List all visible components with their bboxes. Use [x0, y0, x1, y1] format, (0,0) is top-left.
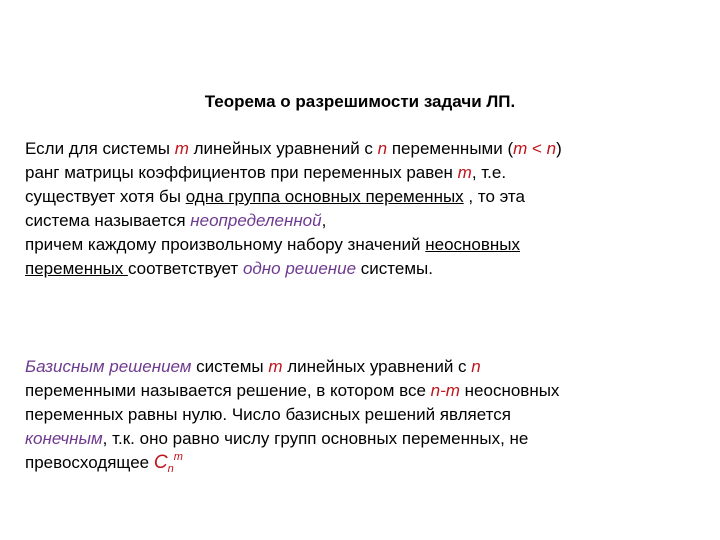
variable-m: m	[457, 163, 472, 182]
combination-symbol: C	[153, 452, 168, 473]
theorem-paragraph	[25, 137, 695, 281]
text-run: переменных равны нулю. Число базисных решений является	[25, 405, 511, 424]
definition-paragraph	[25, 355, 695, 477]
text-run: Если для системы	[25, 139, 175, 158]
text-run: ранг матрицы коэффициентов при переменных равен	[25, 163, 458, 182]
paragraph-line	[25, 233, 695, 257]
paragraph-line	[25, 185, 695, 209]
paragraph-line	[25, 257, 695, 281]
combination-formula	[153, 451, 183, 475]
text-run: переменными называется решение, в котором все	[25, 381, 431, 400]
paragraph-line	[25, 451, 695, 477]
text-run: , т.к. оно равно числу групп основных переменных, не	[102, 429, 529, 448]
underlined-term: одна группа основных переменных	[185, 187, 464, 206]
text-run: , т.е.	[471, 163, 507, 182]
text-run: система называется	[25, 211, 191, 230]
text-run: соответствует	[127, 259, 243, 278]
text-run: , то эта	[463, 187, 525, 206]
variable-n-minus-m: n-m	[430, 381, 460, 400]
text-run: системы	[191, 357, 269, 376]
underlined-term: переменных	[25, 259, 128, 278]
formula-subscript: n	[167, 463, 174, 475]
emphasized-term: неопределенной	[190, 211, 322, 230]
paragraph-line	[25, 137, 695, 161]
variable-m: m	[268, 357, 283, 376]
paragraph-line	[25, 427, 695, 451]
underlined-term: неосновных	[425, 235, 521, 254]
variable-n: n	[546, 139, 557, 158]
variable-n: n	[377, 139, 388, 158]
emphasized-term: конечным	[25, 429, 103, 448]
variable-m: m	[513, 139, 528, 158]
text-run: неосновных	[459, 381, 560, 400]
paragraph-line	[25, 209, 695, 233]
paragraph-line	[25, 355, 695, 379]
text-run: линейных уравнений с	[188, 139, 378, 158]
text-run: переменными (	[387, 139, 514, 158]
text-run: линейных уравнений с	[282, 357, 472, 376]
theorem-title: Теорема о разрешимости задачи ЛП.	[204, 92, 516, 111]
text-run: системы.	[356, 259, 433, 278]
emphasized-term: одно решение	[242, 259, 357, 278]
text-run: существует хотя бы	[25, 187, 186, 206]
less-than-sign: <	[527, 139, 547, 158]
variable-m: m	[174, 139, 189, 158]
text-run: ,	[321, 211, 327, 230]
formula-superscript: m	[173, 451, 183, 463]
variable-n: n	[471, 357, 481, 376]
paragraph-line	[25, 403, 695, 427]
text-run: )	[556, 139, 562, 158]
text-run: превосходящее	[25, 453, 154, 472]
text-run: причем каждому произвольному набору значений	[25, 235, 426, 254]
paragraph-line	[25, 161, 695, 185]
paragraph-line	[25, 379, 695, 403]
emphasized-term: Базисным решением	[25, 357, 192, 376]
